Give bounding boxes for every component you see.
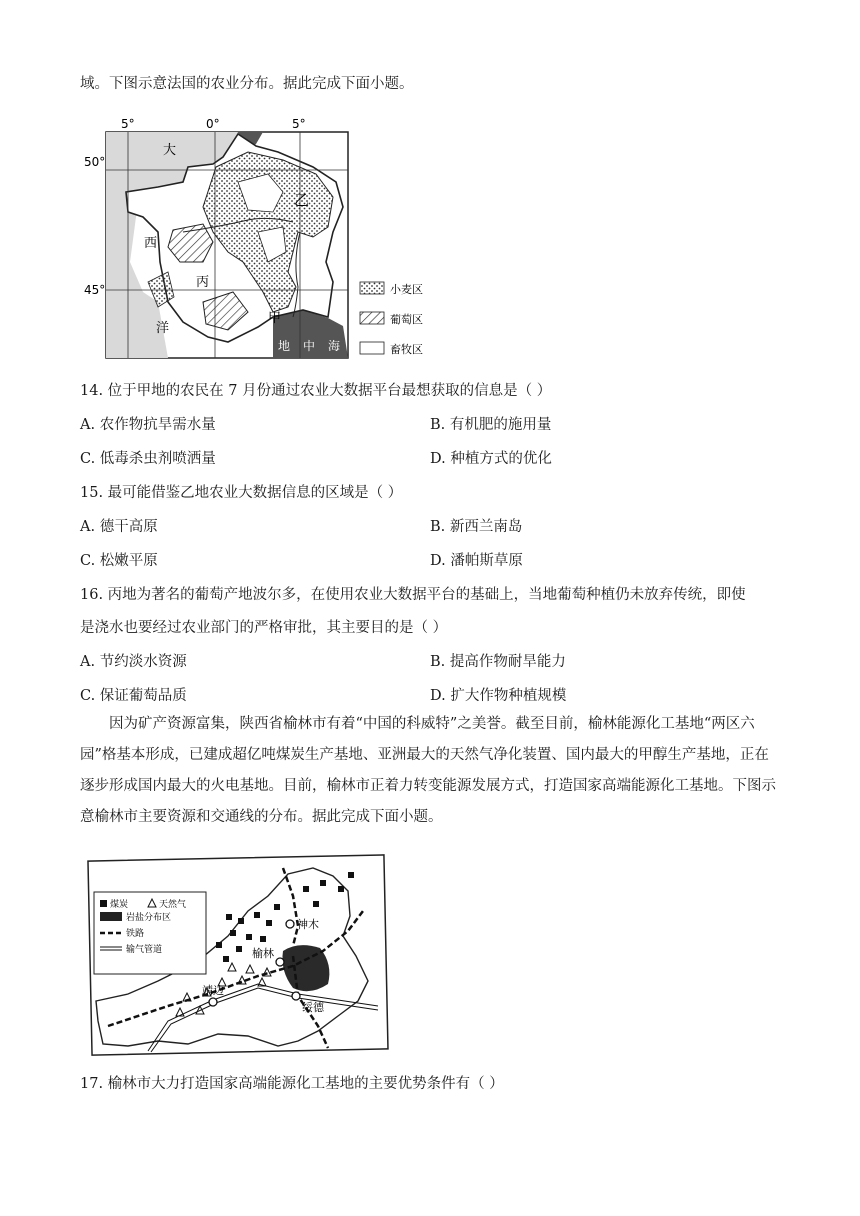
q16-option-c: C. 保证葡萄品质 <box>80 688 187 704</box>
q16-option-a: A. 节约淡水资源 <box>80 654 187 670</box>
france-agriculture-map <box>84 112 448 364</box>
question-15-stem: 15. 最可能借鉴乙地农业大数据信息的区域是（ ） <box>80 485 403 501</box>
q15-option-a: A. 德干高原 <box>80 519 158 535</box>
legend-label: 小麦区 <box>390 283 423 296</box>
yulin-resources-map <box>88 856 388 1056</box>
q15-option-d: D. 潘帕斯草原 <box>430 553 523 569</box>
lon-label: 0° <box>206 117 220 131</box>
legend-label: 畜牧区 <box>390 343 423 356</box>
legend-label: 铁路 <box>126 929 145 939</box>
q16-option-b: B. 提高作物耐旱能力 <box>430 654 566 670</box>
legend-label: 葡萄区 <box>390 313 423 326</box>
place-label: 大 <box>163 143 177 158</box>
question-14-stem: 14. 位于甲地的农民在 7 月份通过农业大数据平台最想获取的信息是（ ） <box>80 383 552 399</box>
legend-label: 岩盐分布区 <box>126 913 172 923</box>
city-label: 神木 <box>297 918 319 931</box>
legend-label: 输气管道 <box>126 945 163 955</box>
place-label: 洋 <box>156 321 170 336</box>
q14-option-c: C. 低毒杀虫剂喷洒量 <box>80 451 216 467</box>
question-17-stem: 17. 榆林市大力打造国家高端能源化工基地的主要优势条件有（ ） <box>80 1076 504 1092</box>
q14-option-b: B. 有机肥的施用量 <box>430 417 552 433</box>
place-label: 甲 <box>268 311 282 326</box>
legend-label: 天然气 <box>159 900 187 910</box>
q15-option-b: B. 新西兰南岛 <box>430 519 523 535</box>
q16-option-d: D. 扩大作物种植规模 <box>430 688 567 704</box>
place-label: 丙 <box>196 275 210 290</box>
lon-label: 5° <box>292 117 306 131</box>
lat-label: 45° <box>84 283 106 297</box>
legend-label: 煤炭 <box>110 900 129 910</box>
place-label: 西 <box>144 236 158 251</box>
lat-label: 50° <box>84 155 106 169</box>
place-label: 乙 <box>294 191 310 209</box>
q15-option-c: C. 松嫩平原 <box>80 553 158 569</box>
place-label: 中 <box>303 339 316 353</box>
passage-yulin: 因为矿产资源富集，陕西省榆林市有着“中国的科威特”之美誉。截至目前，榆林能源化工基地“两区六园”格基本形成，已建成超亿吨煤炭生产基地、亚洲最大的天然气净化装置、国内最大的甲醇生产基地，正在逐步形成国内最大的火电基地。目前，榆林市正着力转变能源发展方式，打造国家高端能源化工基地。下图示意榆林市主要资源和交通线的分布。据此完成下面小题。 <box>80 716 776 825</box>
lon-label: 5° <box>121 117 135 131</box>
q14-option-d: D. 种植方式的优化 <box>430 451 552 467</box>
place-label: 海 <box>328 339 341 353</box>
q14-option-a: A. 农作物抗旱需水量 <box>80 417 216 433</box>
intro-text: 域。下图示意法国的农业分布。据此完成下面小题。 <box>80 76 414 92</box>
city-label: 靖边 <box>202 984 224 997</box>
question-16-stem-line2: 是浇水也要经过农业部门的严格审批，其主要目的是（ ） <box>80 620 448 636</box>
place-label: 地 <box>278 339 291 353</box>
city-label: 绥德 <box>302 1001 324 1014</box>
city-label: 榆林 <box>252 947 274 960</box>
question-16-stem-line1: 16. 丙地为著名的葡萄产地波尔多，在使用农业大数据平台的基础上，当地葡萄种植仍未放弃传统，即使 <box>80 587 746 603</box>
